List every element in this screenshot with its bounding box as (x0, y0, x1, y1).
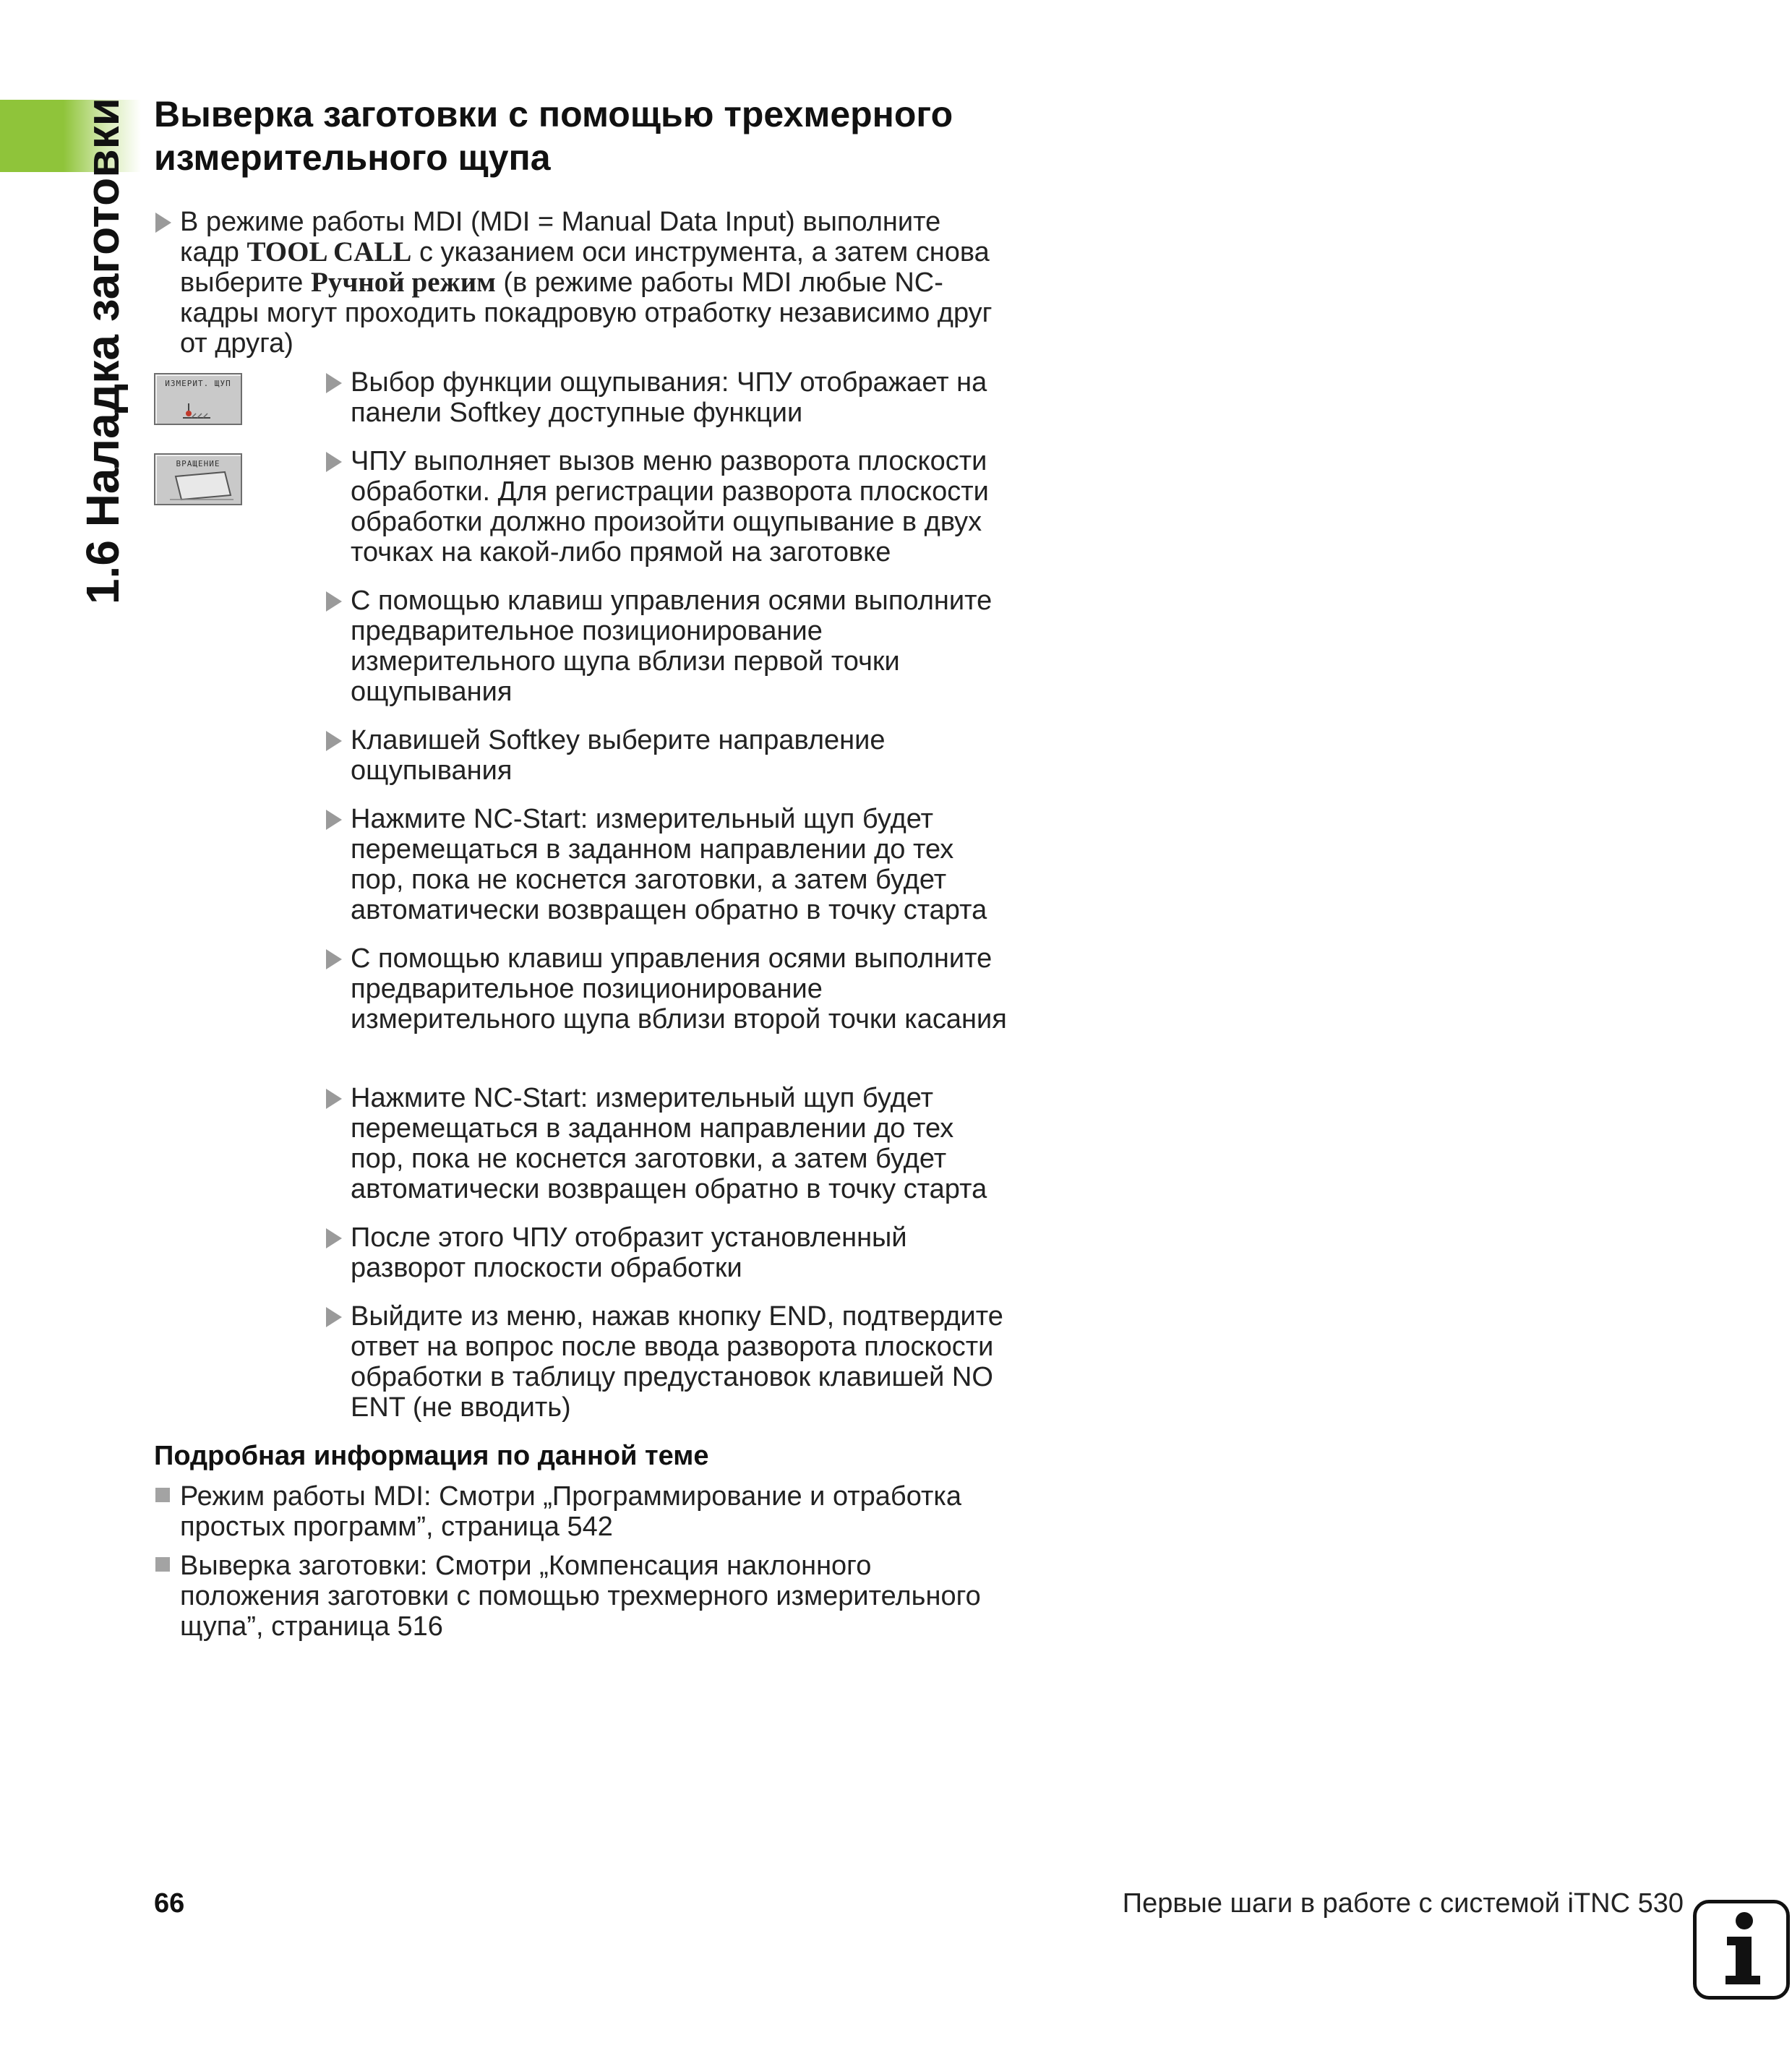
step-arrow-icon (326, 1228, 342, 1248)
probe-softkey-label: ИЗМЕРИТ. ЩУП (165, 379, 231, 388)
intro-text-c: (в режиме работы MDI любые NC-кадры могут проходить покадровую отработку независимо друг от друга) (180, 267, 993, 359)
book-title: Первые шаги в работе с системой iTNC 530 (1122, 1888, 1684, 1919)
step-6 (351, 943, 1008, 1034)
step-3 (351, 586, 1008, 707)
square-bullet-icon (155, 1488, 170, 1502)
step-arrow-icon (326, 949, 342, 969)
probe-softkey-icon (155, 374, 241, 424)
intro-text-b: с указанием оси инструмента, а затем снова выберите (180, 237, 990, 298)
step-text: Нажмите NC-Start: измерительный щуп будет перемещаться в заданном направлении до тех пор, пока не коснется заготовки, а затем будет автоматически возвращен обратно в точку старта (351, 1083, 987, 1204)
square-bullet-icon (155, 1557, 170, 1572)
step-8 (351, 1222, 1008, 1283)
section-title: Выверка заготовки с помощью трехмерного измерительного щупа (154, 94, 953, 178)
step-arrow-icon (326, 373, 342, 393)
step-4 (351, 725, 1008, 786)
step-text: Выйдите из меню, нажав кнопку END, подтвердите ответ на вопрос после ввода разворота плоскости обработки в таблицу предустановок клавишей NO ENT (не вводить) (351, 1301, 1003, 1423)
page-number: 66 (154, 1888, 185, 1919)
rotation-softkey[interactable] (154, 453, 242, 505)
step-text: С помощью клавиш управления осями выполните предварительное позиционирование измерительного щупа вблизи второй точки касания (351, 943, 1007, 1034)
probe-softkey[interactable] (154, 373, 242, 425)
manual-mode-code: Ручной режим (311, 267, 496, 298)
reference-item-2 (180, 1551, 1004, 1642)
rotation-softkey-label: ВРАЩЕНИЕ (176, 459, 220, 468)
tool-call-code: TOOL CALL (246, 236, 412, 267)
step-9 (351, 1301, 1008, 1423)
step-text: Выбор функции ощупывания: ЧПУ отображает на панели Softkey доступные функции (351, 367, 987, 428)
step-5 (351, 804, 1008, 925)
info-icon (1693, 1900, 1790, 2000)
step-text: С помощью клавиш управления осями выполните предварительное позиционирование измерительного щупа вблизи первой точки ощупывания (351, 586, 993, 707)
step-text: Нажмите NC-Start: измерительный щуп будет перемещаться в заданном направлении до тех пор, пока не коснется заготовки, а затем будет автоматически возвращен обратно в точку старта (351, 804, 987, 925)
reference-item-1 (180, 1481, 1004, 1542)
more-info-heading: Подробная информация по данной теме (154, 1441, 709, 1471)
step-arrow-icon (326, 1307, 342, 1327)
step-arrow-icon (155, 213, 171, 233)
chapter-title-vertical: 1.6 Наладка заготовки (77, 98, 129, 605)
step-arrow-icon (326, 452, 342, 472)
intro-step (180, 207, 1004, 359)
step-text: После этого ЧПУ отобразит установленный разворот плоскости обработки (351, 1222, 907, 1283)
step-arrow-icon (326, 731, 342, 751)
intro-text-a: В режиме работы MDI (MDI = Manual Data Input) выполните кадр (180, 207, 941, 267)
rotation-softkey-icon (155, 455, 241, 504)
step-arrow-icon (326, 591, 342, 612)
step-7 (351, 1083, 1008, 1204)
step-text: ЧПУ выполняет вызов меню разворота плоскости обработки. Для регистрации разворота плоскости обработки должно произойти ощупывание в двух точках на какой-либо прямой на заготовке (351, 446, 989, 567)
step-1 (351, 367, 1008, 428)
step-arrow-icon (326, 810, 342, 830)
reference-text: Выверка заготовки: Смотри „Компенсация наклонного положения заготовки с помощью трехмерного измерительного щупа”, страница 516 (180, 1551, 981, 1642)
step-arrow-icon (326, 1089, 342, 1109)
step-text: Клавишей Softkey выберите направление ощупывания (351, 725, 886, 786)
reference-text: Режим работы MDI: Смотри „Программирование и отработка простых программ”, страница 542 (180, 1481, 961, 1542)
step-2 (351, 446, 1008, 567)
